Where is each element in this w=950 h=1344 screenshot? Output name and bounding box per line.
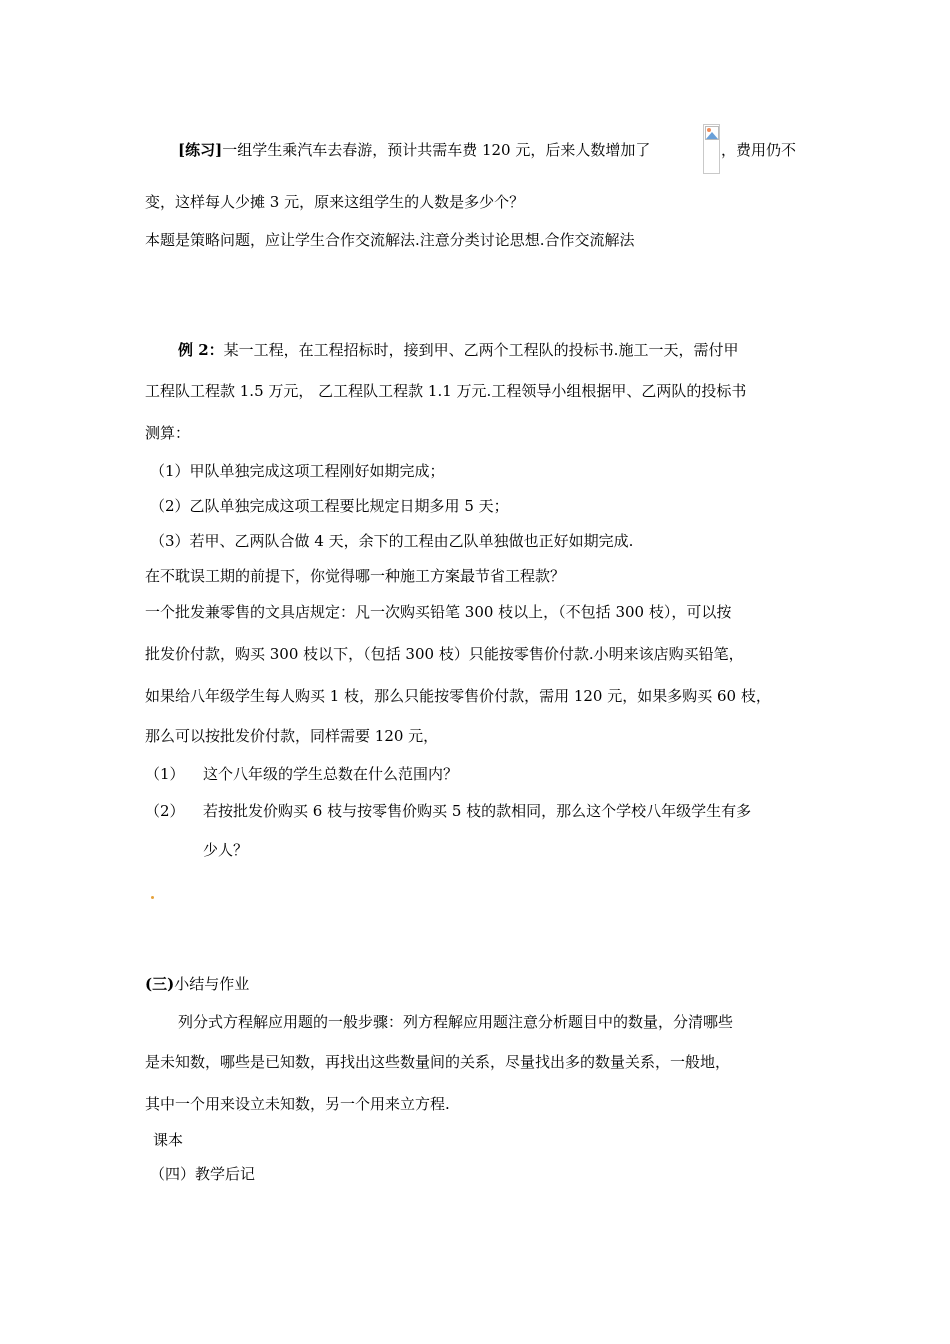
summary-heading-text: 小结与作业: [174, 975, 250, 993]
example2-line-2: 工程队工程款 1.5 万元， 乙工程队工程款 1.1 万元.工程领导小组根据甲、乙两队的投标书: [145, 382, 747, 400]
fraction-image-placeholder: [703, 124, 720, 174]
example2-text: 某一工程，在工程招标时，接到甲、乙两个工程队的投标书.施工一天，需付甲: [223, 341, 739, 359]
example2-tag: 例 2：: [178, 341, 224, 359]
example2-line-1: [178, 340, 738, 360]
problem-line-3: 如果给八年级学生每人购买 1 枝，那么只能按零售价付款，需用 120 元，如果多购买 60 枝，: [145, 687, 771, 705]
exercise-line-2: 变，这样每人少摊 3 元，原来这组学生的人数是多少个？: [145, 193, 525, 211]
exercise-note: 本题是策略问题，应让学生合作交流解法.注意分类讨论思想.合作交流解法: [145, 231, 635, 249]
exercise-line-1-tail: ，费用仍不: [721, 141, 797, 159]
example2-question: 在不耽误工期的前提下，你觉得哪一种施工方案最节省工程款？: [145, 567, 566, 585]
exercise-text-a: 一组学生乘汽车去春游，预计共需车费 120 元，后来人数增加了: [222, 141, 651, 159]
example2-line-3: 测算：: [145, 424, 191, 442]
postscript-heading: （四）教学后记: [150, 1165, 256, 1183]
problem-q1: 这个八年级的学生总数在什么范围内？: [203, 765, 459, 783]
problem-q1-number: （1）: [145, 765, 185, 783]
stray-mark: [151, 896, 154, 899]
problem-line-1: 一个批发兼零售的文具店规定：凡一次购买铅笔 300 枝以上，（不包括 300 枝），可以按: [145, 603, 732, 621]
textbook-label: 课本: [153, 1131, 184, 1149]
problem-q2-line-2: 少人？: [203, 841, 249, 859]
exercise-tag: [练习]: [178, 141, 223, 159]
example2-option-3: （3）若甲、乙两队合做 4 天，余下的工程由乙队单独做也正好如期完成.: [150, 532, 634, 550]
problem-line-2: 批发价付款，购买 300 枝以下，（包括 300 枝）只能按零售价付款.小明来该店购买铅笔，: [145, 645, 744, 663]
exercise-line-1: [178, 140, 650, 160]
example2-option-2: （2）乙队单独完成这项工程要比规定日期多用 5 天；: [150, 497, 509, 515]
example2-option-1: （1）甲队单独完成这项工程刚好如期完成；: [150, 462, 445, 480]
problem-line-4: 那么可以按批发价付款，同样需要 120 元，: [145, 727, 439, 745]
summary-line-3: 其中一个用来设立未知数，另一个用来立方程.: [145, 1095, 450, 1113]
problem-q2-line-1: 若按批发价购买 6 枝与按零售价购买 5 枝的款相同，那么这个学校八年级学生有多: [203, 802, 752, 820]
summary-line-1: 列分式方程解应用题的一般步骤：列方程解应用题注意分析题目中的数量，分清哪些: [178, 1013, 734, 1031]
problem-q2-number: （2）: [145, 802, 185, 820]
summary-line-2: 是未知数，哪些是已知数，再找出这些数量间的关系，尽量找出多的数量关系，一般地，: [145, 1053, 731, 1071]
summary-heading-number: (三): [145, 975, 175, 993]
summary-heading: [145, 974, 249, 994]
broken-image-icon: [705, 126, 719, 140]
